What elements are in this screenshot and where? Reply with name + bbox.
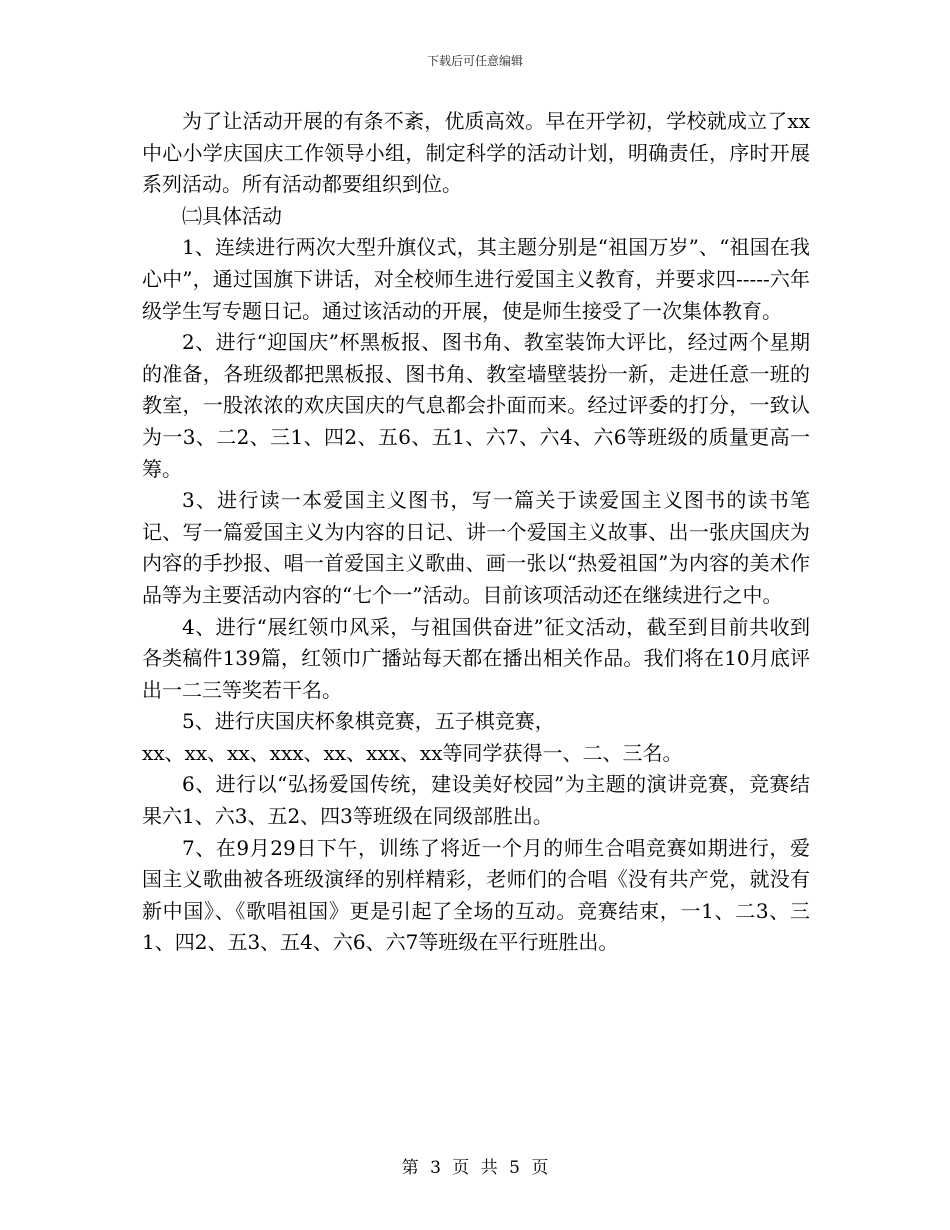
paragraph-item-7: 7、在9月29日下午，训练了将近一个月的师生合唱竞赛如期进行，爱国主义歌曲被各班级演绎的别样精彩，老师们的合唱《没有共产党，就没有新中国》、《歌唱祖国》更是引起了全场的互动。竞赛结束，一1、二3、三1、四2、五3、五4、六6、六7等班级在平行班胜出。 — [142, 835, 810, 955]
paragraph-intro: 为了让活动开展的有条不紊，优质高效。早在开学初，学校就成立了xx中心小学庆国庆工作领导小组，制定科学的活动计划，明确责任，序时开展系列活动。所有活动都要组织到位。 — [142, 109, 810, 197]
page-header: 下载后可任意编辑 — [426, 54, 523, 68]
document-body — [142, 106, 810, 959]
paragraph-item-3: 3、进行读一本爱国主义图书，写一篇关于读爱国主义图书的读书笔记、写一篇爱国主义为内容的日记、讲一个爱国主义故事、出一张庆国庆为内容的手抄报、唱一首爱国主义歌曲、画一张以“热爱祖国”为内容的美术作品等为主要活动内容的“七个一”活动。目前该项活动还在继续进行之中。 — [142, 488, 810, 607]
paragraph-item-4: 4、进行“展红领巾风采，与祖国供奋进”征文活动，截至到目前共收到各类稿件139篇，红领巾广播站每天都在播出相关作品。我们将在10月底评出一二三等奖若干名。 — [142, 614, 810, 702]
paragraph-item-5: 5、进行庆国庆杯象棋竞赛，五子棋竞赛， — [182, 709, 555, 734]
page-footer: 第 3 页 共 5 页 — [401, 1158, 549, 1178]
paragraph-item-5-continued: xx、xx、xx、xxx、xx、xxx、xx等同学获得一、二、三名。 — [142, 740, 683, 765]
section-heading: ㈡具体活动 — [182, 203, 282, 228]
paragraph-item-2: 2、进行“迎国庆”杯黑板报、图书角、教室装饰大评比，经过两个星期的准备，各班级都把黑板报、图书角、教室墙壁装扮一新，走进任意一班的教室，一股浓浓的欢庆国庆的气息都会扑面而来。经过评委的打分，一致认为一3、二2、三1、四2、五6、五1、六7、六4、六6等班级的质量更高一筹。 — [142, 330, 810, 481]
paragraph-item-6: 6、进行以“弘扬爱国传统，建设美好校园”为主题的演讲竞赛，竞赛结果六1、六3、五2、四3等班级在同级部胜出。 — [142, 772, 810, 829]
paragraph-item-1: 1、连续进行两次大型升旗仪式，其主题分别是“祖国万岁”、“祖国在我心中”，通过国旗下讲话，对全校师生进行爱国主义教育，并要求四-----六年级学生写专题日记。通过该活动的开展，使是师生接受了一次集体教育。 — [142, 235, 810, 323]
